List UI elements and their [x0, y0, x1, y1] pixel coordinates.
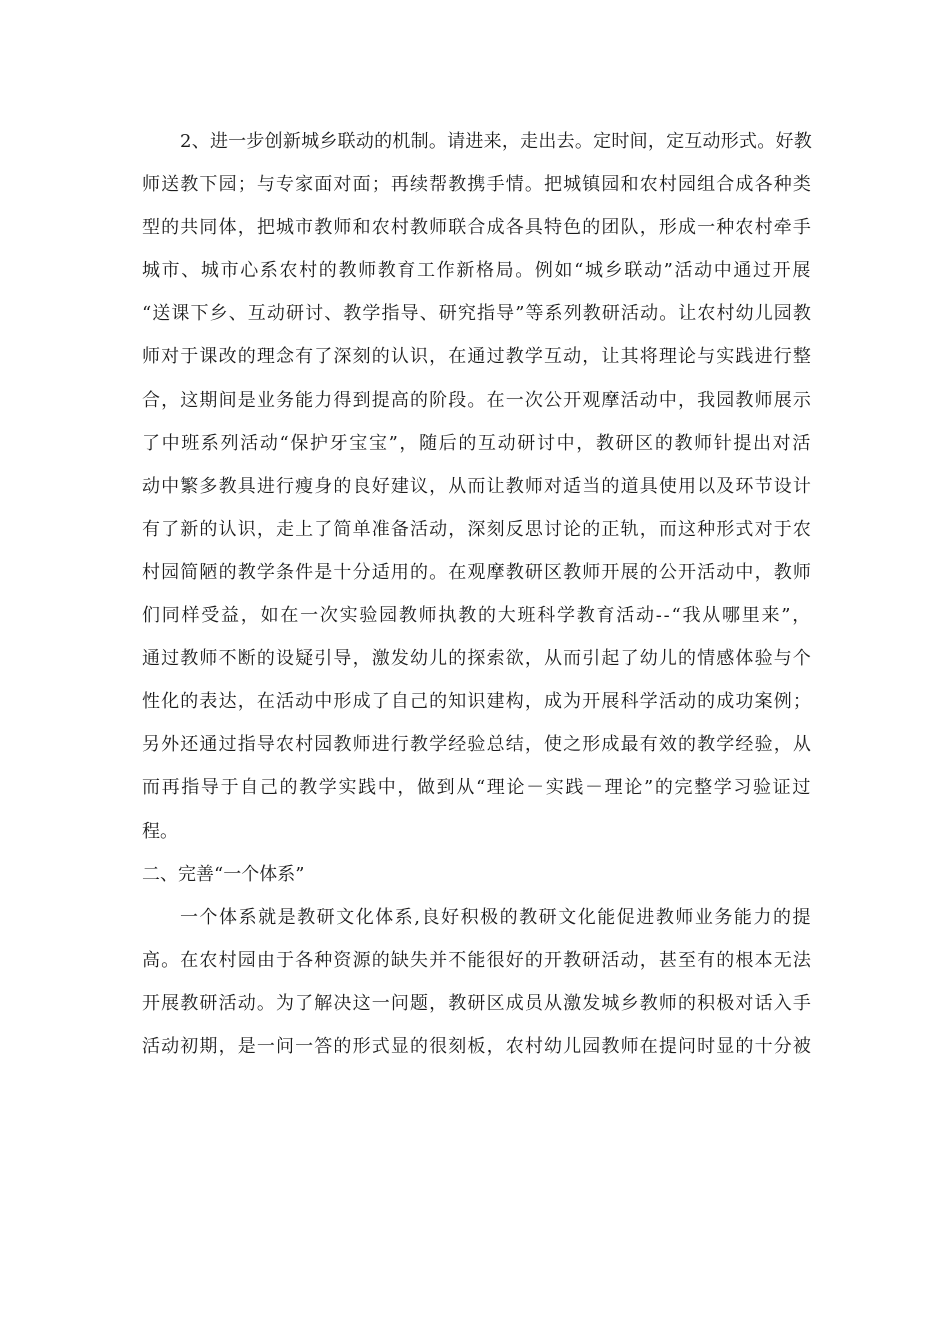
text-line-content: 动中繁多教具进行瘦身的良好建议，从而让教师对适当的道具使用以及环节设计	[142, 475, 812, 497]
text-line	[142, 637, 812, 680]
text-line	[142, 939, 812, 982]
text-line-content: 合，这期间是业务能力得到提高的阶段。在一次公开观摩活动中，我园教师展示	[142, 389, 812, 411]
text-line	[142, 766, 812, 809]
text-line	[142, 508, 812, 551]
text-line-content: 型的共同体，把城市教师和农村教师联合成各具特色的团队，形成一种农村牵手	[142, 217, 812, 239]
text-line-content: 通过教师不断的设疑引导，激发幼儿的探索欲，从而引起了幼儿的情感体验与个	[142, 648, 812, 670]
text-line	[142, 335, 812, 378]
text-line-content: 一个体系就是教研文化体系,良好积极的教研文化能促进教师业务能力的提	[180, 906, 812, 928]
text-line-content: 师送教下园；与专家面对面；再续帮教携手情。把城镇园和农村园组合成各种类	[142, 174, 812, 196]
text-line	[142, 680, 812, 723]
text-line-content: 活动初期，是一问一答的形式显的很刻板，农村幼儿园教师在提问时显的十分被	[142, 1035, 812, 1057]
text-line	[142, 982, 812, 1025]
text-line-content: 开展教研活动。为了解决这一问题，教研区成员从激发城乡教师的积极对话入手	[142, 992, 812, 1014]
text-line-content: “送课下乡、互动研讨、教学指导、研究指导”等系列教研活动。让农村幼儿园教	[142, 303, 812, 325]
text-line	[142, 163, 812, 206]
text-line-content: 师对于课改的理念有了深刻的认识，在通过教学互动，让其将理论与实践进行整	[142, 346, 812, 368]
text-line	[142, 896, 812, 939]
text-line	[142, 120, 812, 163]
text-line	[142, 422, 812, 465]
text-line	[142, 723, 812, 766]
text-line-content: 们同样受益，如在一次实验园教师执教的大班科学教育活动--“我从哪里来”，	[142, 605, 812, 627]
text-line	[142, 249, 812, 292]
text-line-content: 有了新的认识，走上了简单准备活动，深刻反思讨论的正轨，而这种形式对于农	[142, 518, 812, 540]
document-body	[142, 120, 812, 1068]
text-line-content: 程。	[142, 820, 178, 842]
text-line	[142, 292, 812, 335]
section-heading-text: 二、完善“一个体系”	[142, 863, 305, 885]
text-line	[142, 551, 812, 594]
text-line-content: 2、进一步创新城乡联动的机制。请进来，走出去。定时间，定互动形式。好教	[180, 131, 812, 152]
text-line	[142, 1025, 812, 1068]
section-heading	[142, 853, 812, 896]
text-line-content: 另外还通过指导农村园教师进行教学经验总结，使之形成最有效的教学经验，从	[142, 734, 812, 756]
text-line-content: 性化的表达，在活动中形成了自己的知识建构，成为开展科学活动的成功案例；	[142, 691, 812, 713]
text-line-content: 村园简陋的教学条件是十分适用的。在观摩教研区教师开展的公开活动中，教师	[142, 561, 812, 583]
text-line-content: 高。在农村园由于各种资源的缺失并不能很好的开教研活动，甚至有的根本无法	[142, 949, 812, 971]
text-line	[142, 379, 812, 422]
text-line	[142, 594, 812, 637]
text-line	[142, 206, 812, 249]
text-line	[142, 810, 812, 853]
text-line-content: 了中班系列活动“保护牙宝宝”，随后的互动研讨中，教研区的教师针提出对活	[142, 432, 812, 454]
text-line-content: 城市、城市心系农村的教师教育工作新格局。例如“城乡联动”活动中通过开展	[142, 260, 812, 282]
text-line	[142, 465, 812, 508]
text-line-content: 而再指导于自己的教学实践中，做到从“理论－实践－理论”的完整学习验证过	[142, 777, 812, 799]
